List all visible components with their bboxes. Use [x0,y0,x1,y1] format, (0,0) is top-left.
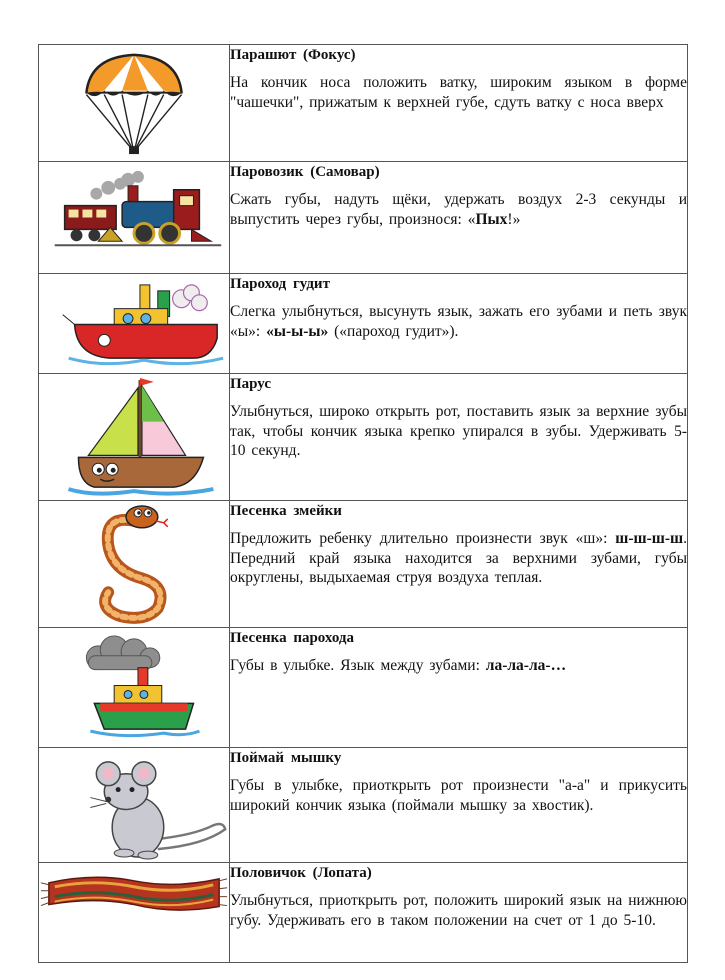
mouse-icon [39,748,229,862]
description-text: Улыбнуться, широко открыть рот, поставить язык за верхние зубы так, чтобы кончик языка крепко упирался в зубы. Удерживать 5-10 секунд. [230,403,687,459]
exercise-text-cell [230,374,688,501]
exercise-title: Парус [230,376,272,392]
description-text: Слегка улыбнуться, высунуть язык, зажать его зубами и петь звук «ы»: [230,303,687,340]
exercise-row [39,748,688,863]
exercise-title: Парашют (Фокус) [230,47,356,63]
exercise-image-cell [39,501,230,628]
exercise-description [230,302,687,341]
sailboat-icon [39,374,229,500]
exercise-image-cell [39,162,230,274]
exercise-description [230,656,687,676]
description-text: Сжать губы, надуть щёки, удержать воздух 2-3 секунды и выпустить через губы, произнося: « [230,191,687,228]
exercise-title: Половичок (Лопата) [230,865,372,881]
description-text: Улыбнуться, приоткрыть рот, положить широкий язык на нижнюю губу. Удерживать его в таком положении на счет от 1 до 5-10. [230,892,687,929]
exercise-image-cell [39,628,230,748]
exercise-title: Пароход гудит [230,276,330,292]
exercise-row [39,501,688,628]
exercise-text-cell [230,274,688,374]
exercise-row [39,374,688,501]
description-text: Губы в улыбке. Язык между зубами: [230,657,486,674]
description-text: Губы в улыбке, приоткрыть рот произнести "а-а" и прикусить широкий кончик языка (поймали мышку за хвостик). [230,777,687,814]
emphasized-sound: ш-ш-ш-ш [615,530,684,547]
exercise-description [230,891,687,930]
exercise-image-cell [39,748,230,863]
exercise-row [39,274,688,374]
description-text: Предложить ребенку длительно произнести звук «ш»: [230,530,616,547]
parachute-icon [39,45,229,161]
emphasized-sound: Пых [475,210,508,228]
exercise-text-cell [230,45,688,162]
exercise-row [39,45,688,162]
exercise-image-cell [39,863,230,963]
exercise-text-cell [230,748,688,863]
exercise-description [230,402,687,461]
exercise-image-cell [39,274,230,374]
snake-icon [39,501,229,627]
exercise-description [230,776,687,815]
steamboat-cloud-icon [39,628,229,747]
description-text: («пароход гудит»). [328,322,459,340]
exercise-title: Песенка парохода [230,630,355,646]
emphasized-sound: «ы-ы-ы» [266,322,329,340]
exercise-text-cell [230,863,688,963]
exercise-table [38,44,688,963]
exercise-image-cell [39,374,230,501]
exercise-description [230,529,687,588]
locomotive-icon [39,162,229,273]
exercise-row [39,628,688,748]
exercise-text-cell [230,162,688,274]
exercise-row [39,162,688,274]
steamboat-icon [39,274,229,373]
description-text: !» [507,210,521,228]
description-text: На кончик носа положить ватку, широким языком в форме "чашечки", прижатым к верхней губе, сдуть ватку с носа вверх [230,74,687,111]
exercise-text-cell [230,501,688,628]
exercise-title: Поймай мышку [230,750,342,766]
exercise-title: Песенка змейки [230,503,342,519]
rug-icon [39,863,229,962]
exercise-image-cell [39,45,230,162]
exercise-description [230,190,687,229]
exercise-row [39,863,688,963]
exercise-description [230,73,687,112]
description-text: . Передний край языка находится за верхними зубами, губы округлены, выдыхаемая струя воздуха теплая. [230,530,687,586]
exercise-text-cell [230,628,688,748]
emphasized-sound: ла-ла-ла-… [485,657,567,674]
exercise-title: Паровозик (Самовар) [230,164,380,180]
